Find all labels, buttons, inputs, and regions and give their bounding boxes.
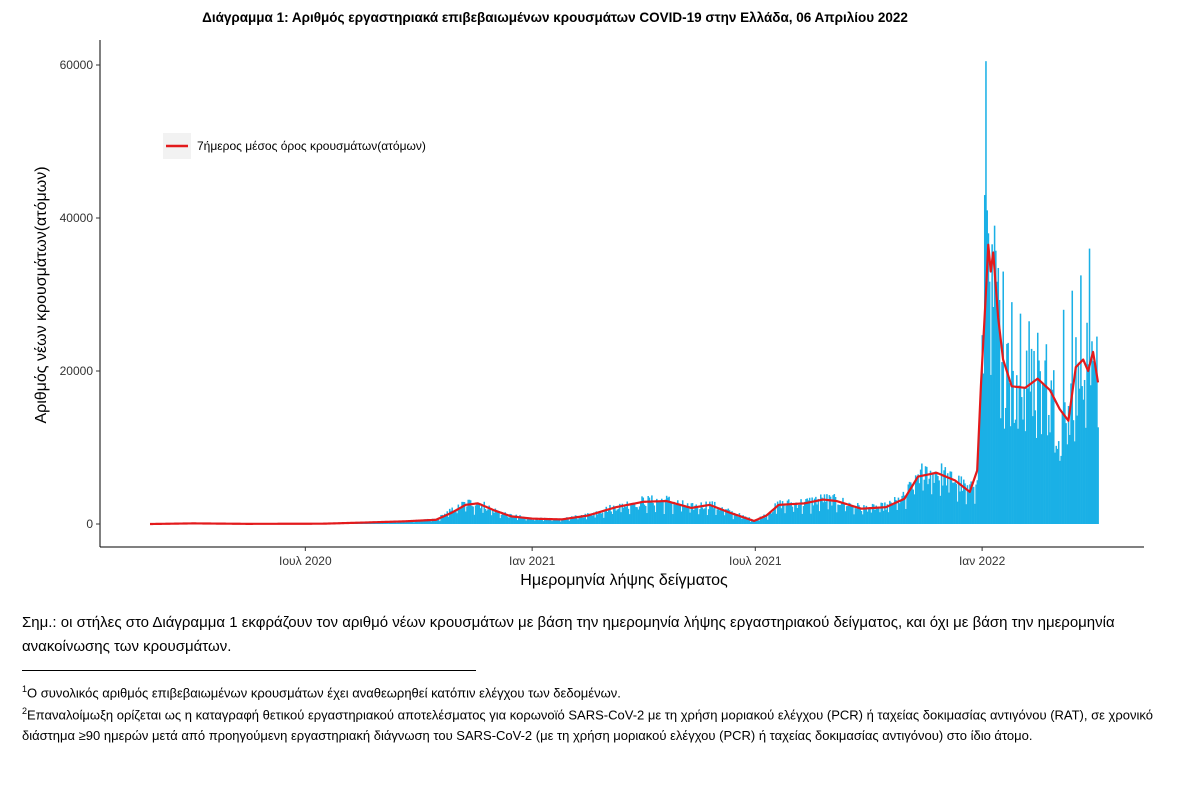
chart-title: Διάγραμμα 1: Αριθμός εργαστηριακά επιβεβαιωμένων κρουσμάτων COVID-19 στην Ελλάδα, 06 Απριλίου 2022: [202, 10, 908, 25]
footnote-divider: [22, 670, 476, 671]
bars-layer: [151, 61, 1099, 524]
x-tick-label: Ιαν 2021: [509, 554, 556, 568]
legend-label: 7ήμερος μέσος όρος κρουσμάτων(ατόμων): [197, 139, 426, 153]
y-tick-label: 20000: [59, 364, 93, 378]
footnote-2-text: Επαναλοίμωξη ορίζεται ως η καταγραφή θετικού εργαστηριακού αποτελέσματος για κορωνοϊό SARS-CoV-2 με τη χρήση μοριακού ελέγχου (PCR) ή ταχείας δοκιμασίας αντιγόνου (RAT), σε χρονικό διάστημα ≥90 ημερών μετά από προηγούμενη εργαστηριακή διάγνωση του SARS-CoV-2 (με τη χρήση μοριακού ελέγχου (PCR) ή ταχείας δοκιμασίας αντιγόνου) στο ίδιο άτομο.: [22, 707, 1153, 744]
y-tick-label: 40000: [59, 211, 93, 225]
x-tick-label: Ιουλ 2021: [728, 554, 782, 568]
legend: [163, 133, 426, 159]
x-tick-label: Ιαν 2022: [958, 554, 1006, 568]
chart-note: Σημ.: οι στήλες στο Διάγραμμα 1 εκφράζουν τον αριθμό νέων κρουσμάτων με βάση την ημερομηνία λήψης εργαστηριακού δείγματος, και όχι με βάση την ημερομηνία ανακοίνωσης των κρουσμάτων.: [22, 614, 1115, 655]
average-line: [150, 245, 1098, 524]
bar: [1097, 427, 1099, 524]
footnote-2-mark: 2: [22, 706, 28, 716]
footnote-1: [22, 679, 1172, 703]
footnote-1-mark: 1: [22, 684, 28, 694]
footnote-1-text: Ο συνολικός αριθμός επιβεβαιωμένων κρουσμάτων έχει αναθεωρηθεί κατόπιν ελέγχου των δεδομένων.: [27, 685, 621, 701]
line-layer: [150, 245, 1098, 524]
y-tick-label: 60000: [59, 58, 93, 72]
x-axis-title: Ημερομηνία λήψης δείγματος: [520, 572, 728, 589]
x-tick-label: Ιουλ 2020: [279, 554, 332, 568]
y-tick-label: 0: [86, 517, 93, 531]
footnote-2: [22, 701, 1172, 746]
y-axis-title: Αριθμός νέων κρουσμάτων(ατόμων): [33, 166, 50, 424]
